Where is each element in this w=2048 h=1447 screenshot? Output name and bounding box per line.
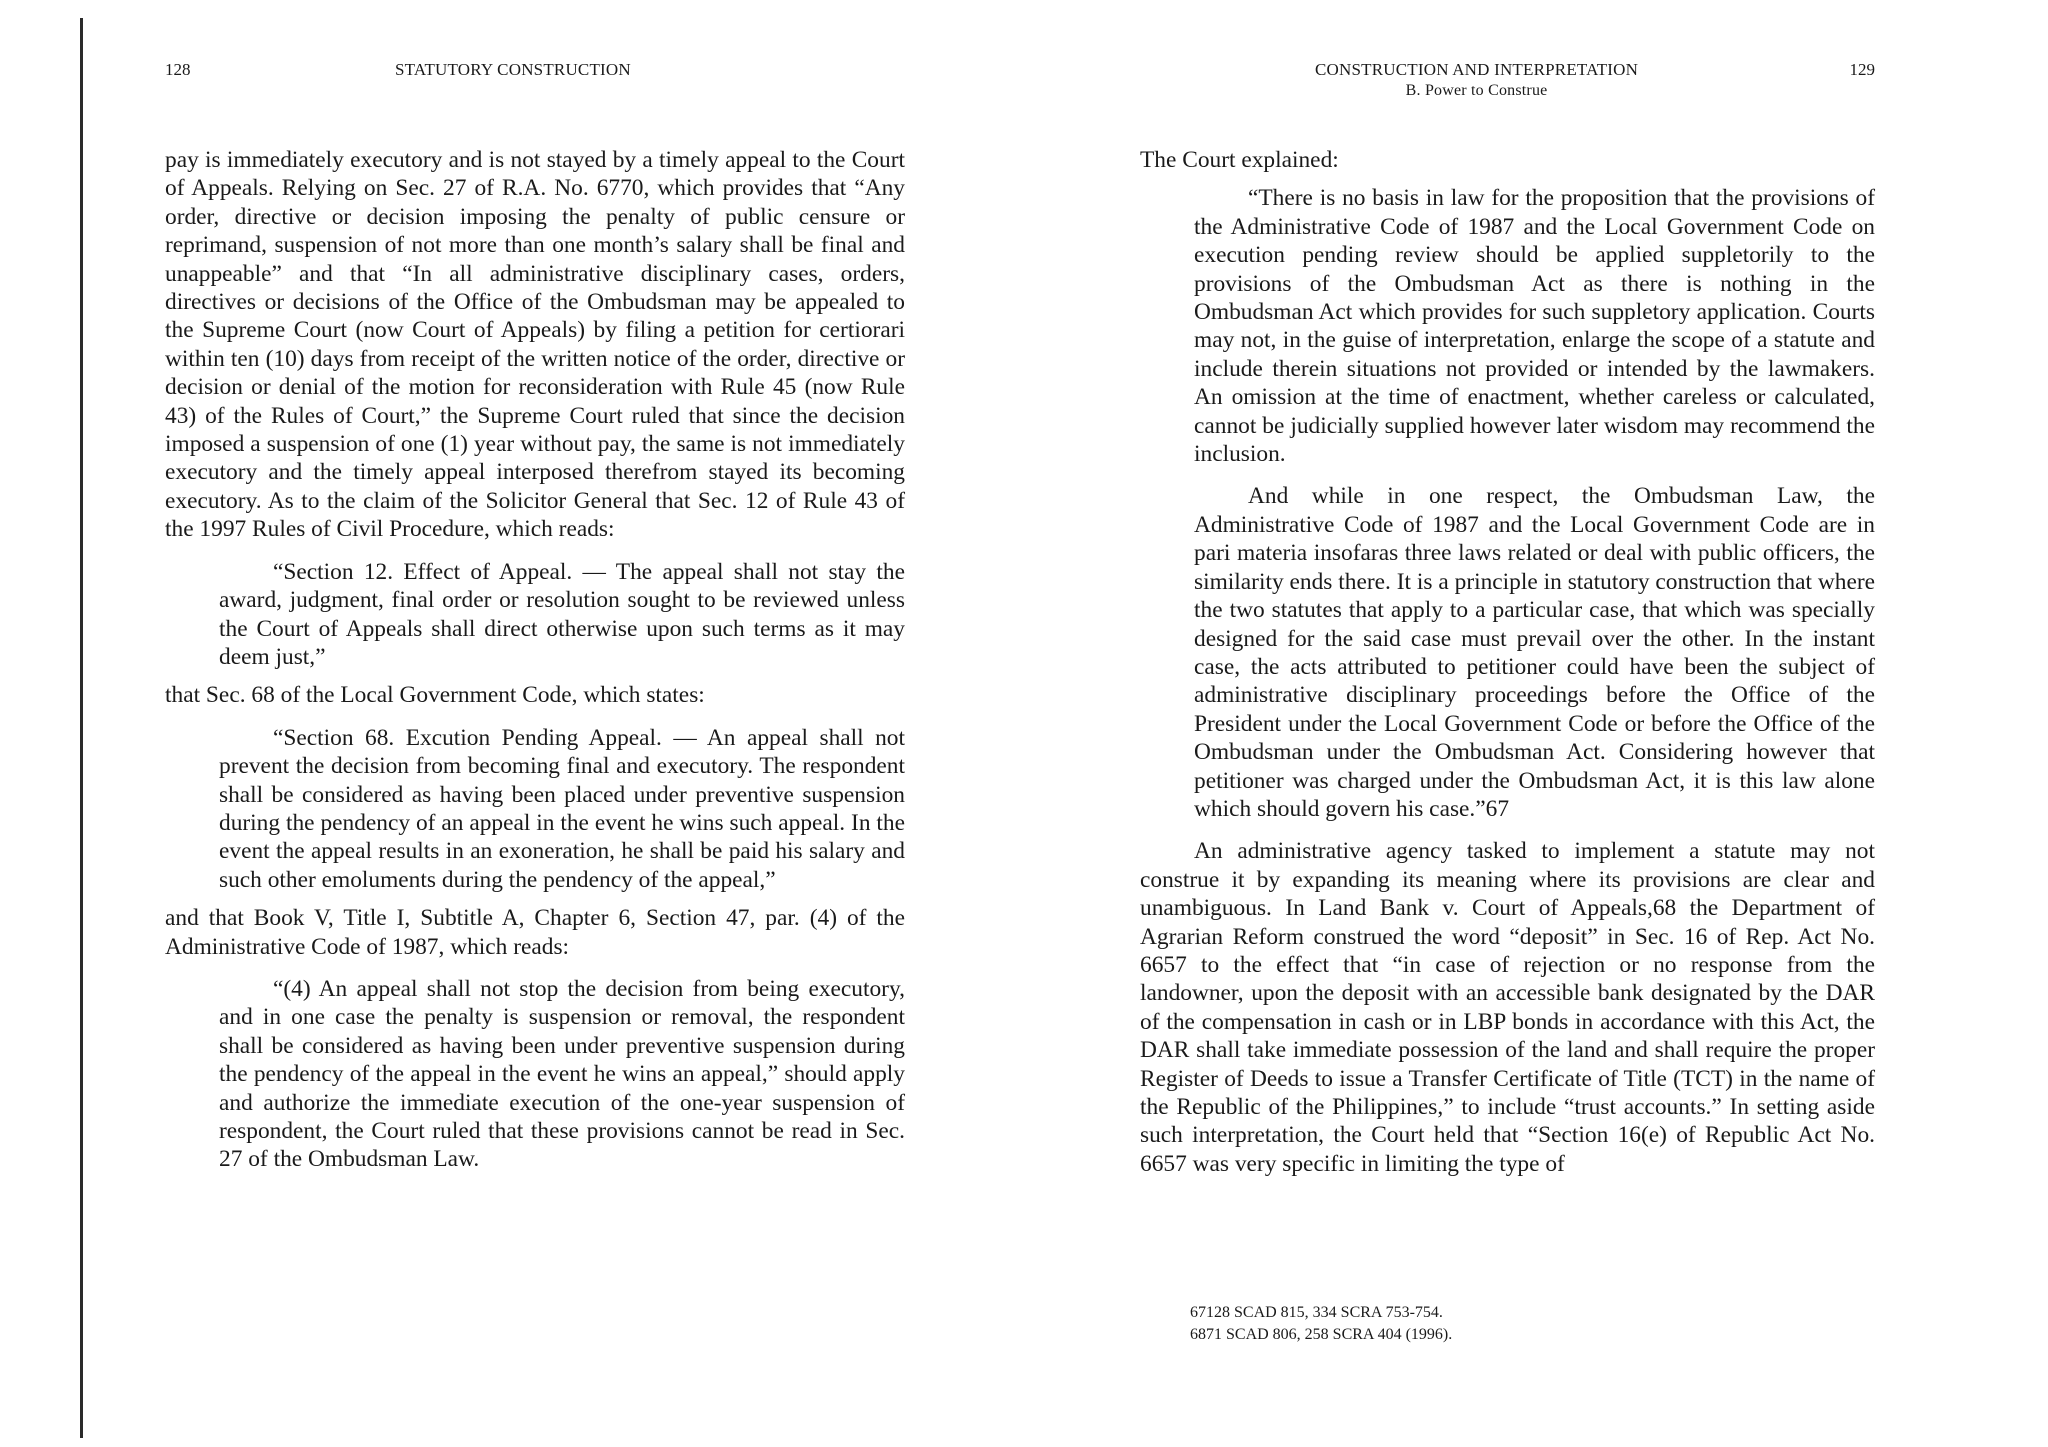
- paragraph: pay is immediately executory and is not stayed by a timely appeal to the Court of Appeals. Relying on Sec. 27 of R.A. No. 6770, which provides that “Any order, directive or decision imposing the penalty of public censure or reprimand, suspension of not more than one month’s salary shall be final and unappeable” and that “In all administrative disciplinary cases, orders, directives or decisions of the Office of the Ombudsman may be appealed to the Supreme Court (now Court of Appeals) by filing a petition for certiorari within ten (10) days from receipt of the written notice of the order, directive or decision or denial of the motion for reconsideration with Rule 45 (now Rule 43) of the Rules of Court,” the Supreme Court ruled that since the decision imposed a suspension of one (1) year without pay, the same is not immediately executory and the timely appeal interposed therefrom stayed its becoming executory. As to the claim of the Solicitor General that Sec. 12 of Rule 43 of the 1997 Rules of Civil Procedure, which reads:: [165, 147, 905, 543]
- right-page-header: [1140, 60, 1875, 110]
- binding-edge: [80, 18, 83, 1438]
- running-head: STATUTORY CONSTRUCTION: [395, 60, 631, 79]
- paragraph: An administrative agency tasked to implement a statute may not construe it by expanding its meaning where its provisions are clear and unambiguous. In Land Bank v. Court of Appeals,68 the Department of Agrarian Reform construed the word “deposit” in Sec. 16 of Rep. Act No. 6657 to the effect that “in case of rejection or no response from the landowner, upon the deposit with an accessible bank designated by the DAR of the compensation in cash or in LBP bonds in accordance with this Act, the DAR shall take immediate possession of the land and shall require the proper Register of Deeds to issue a Transfer Certificate of Title (TCT) in the name of the Republic of the Philippines,” to include “trust accounts.” In setting aside such interpretation, the Court held that “Section 16(e) of Republic Act No. 6657 was very specific in limiting the type of: [1140, 838, 1875, 1177]
- right-page-body: [1140, 146, 1875, 1178]
- running-head: [1315, 60, 1638, 100]
- paragraph: The Court explained:: [1140, 147, 1339, 173]
- right-page: [1140, 0, 1875, 1447]
- left-page-body: [165, 146, 905, 1174]
- block-quote: “Section 12. Effect of Appeal. — The appeal shall not stay the award, judgment, final order or resolution sought to be reviewed unless the Court of Appeals shall direct otherwise upon such terms as it may deem just,”: [219, 558, 905, 670]
- running-subhead: B. Power to Construe: [1405, 82, 1548, 99]
- page-number: 129: [1849, 60, 1875, 79]
- page-number: 128: [165, 60, 191, 79]
- left-page: [165, 0, 905, 1447]
- block-quote: “Section 68. Excution Pending Appeal. — An appeal shall not prevent the decision from becoming final and executory. The respondent shall be considered as having been placed under preventive suspension during the pendency of an appeal in the event he wins such appeal. In the event the appeal results in an exoneration, he shall be paid his salary and such other emoluments during the pendency of the appeal,”: [219, 724, 905, 893]
- footnote: 6871 SCAD 806, 258 SCRA 404 (1996).: [1190, 1326, 1453, 1343]
- block-quote: And while in one respect, the Ombudsman Law, the Administrative Code of 1987 and the Local Government Code are in pari materia insofaras three laws related or deal with public officers, the similarity ends there. It is a principle in statutory construction that where the two statutes that apply to a particular case, that which was specially designed for the said case must prevail over the other. In the instant case, the acts attributed to petitioner could have been the subject of administrative disciplinary proceedings before the Office of the President under the Local Government Code or before the Office of the Ombudsman under the Ombudsman Act. Considering however that petitioner was charged under the Ombudsman Act, it is this law alone which should govern his case.”67: [1194, 483, 1875, 822]
- left-page-header: [165, 60, 905, 110]
- paragraph: that Sec. 68 of the Local Government Code, which states:: [165, 682, 705, 709]
- block-quote: “There is no basis in law for the proposition that the provisions of the Administrative Code of 1987 and the Local Government Code on execution pending review should be applied suppletorily to the provisions of the Ombudsman Act as there is nothing in the Ombudsman Act which provides for such suppletory application. Courts may not, in the guise of interpretation, enlarge the scope of a statute and include therein situations not provided or intended by the lawmakers. An omission at the time of enactment, whether careless or calculated, cannot be judicially supplied however later wisdom may recommend the inclusion.: [1194, 185, 1875, 468]
- footnotes: [1190, 1302, 1452, 1346]
- paragraph: and that Book V, Title I, Subtitle A, Chapter 6, Section 47, par. (4) of the Administrative Code of 1987, which reads:: [165, 905, 905, 960]
- running-head-title: CONSTRUCTION AND INTERPRETATION: [1315, 60, 1639, 79]
- block-quote: “(4) An appeal shall not stop the decision from being executory, and in one case the penalty is suspension or removal, the respondent shall be considered as having been under preventive suspension during the pendency of the appeal in the event he wins an appeal,” should apply and authorize the immediate execution of the one-year suspension of respondent, the Court ruled that these provisions cannot be read in Sec. 27 of the Ombudsman Law.: [219, 975, 905, 1173]
- footnote: 67128 SCAD 815, 334 SCRA 753-754.: [1190, 1304, 1443, 1321]
